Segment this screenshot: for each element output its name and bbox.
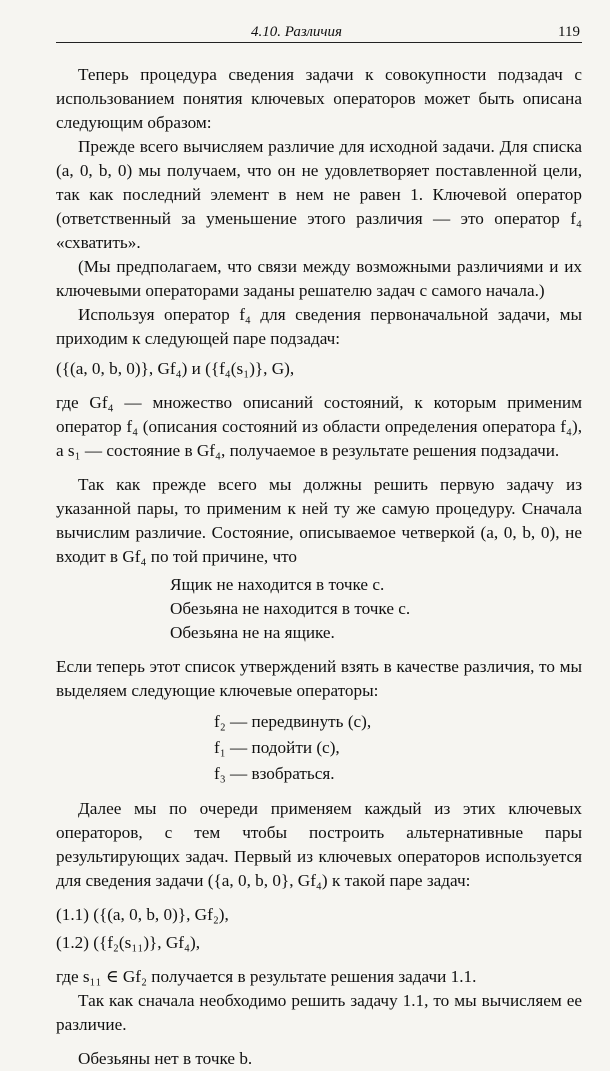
paragraph-5: где Gf₄ — множество описаний состояний, к которым применим оператор f₄ (описания состояний из области определения оператора f₄), а s₁ — состояние в Gf₄, получаемое в результате решения подзадачи. bbox=[56, 393, 582, 460]
running-header bbox=[56, 20, 582, 43]
list-item: Обезьяна не находится в точке c. bbox=[170, 599, 411, 618]
operator-item: f₃ — взобраться. bbox=[214, 764, 335, 783]
case-item: (1.1) ({(a, 0, b, 0)}, Gf₂), bbox=[56, 905, 229, 924]
operator-item: f₂ — передвинуть (c), bbox=[214, 712, 372, 731]
subproblem-cases bbox=[56, 901, 582, 957]
paragraph-11: Обезьяны нет в точке b. bbox=[78, 1049, 253, 1068]
formula-subproblem-pair: ({(a, 0, b, 0)}, Gf₄) и ({f₄(s₁)}, G), bbox=[56, 359, 295, 378]
paragraph-4: Используя оператор f₄ для сведения первоначальной задачи, мы приходим к следующей паре подзадач: bbox=[56, 305, 582, 348]
paragraph-7: Если теперь этот список утверждений взять в качестве различия, то мы выделяем следующие ключевые операторы: bbox=[56, 657, 582, 700]
section-title: 4.10. Различия bbox=[251, 24, 342, 40]
paragraph-1: Теперь процедура сведения задачи к совокупности подзадач с использованием понятия ключевых операторов может быть описана следующим образом: bbox=[56, 65, 582, 132]
paragraph-6: Так как прежде всего мы должны решить первую задачу из указанной пары, то применим к ней ту же самую процедуру. Сначала вычислим различие. Состояние, описываемое четверкой (a, 0, b, 0), не входит в Gf₄ по той причине, что bbox=[56, 475, 582, 566]
list-item: Ящик не находится в точке c. bbox=[170, 575, 385, 594]
operator-item: f₁ — подойти (c), bbox=[214, 738, 340, 757]
paragraph-9: где s₁₁ ∈ Gf₂ получается в результате решения задачи 1.1. bbox=[56, 967, 477, 986]
main-text bbox=[56, 63, 582, 1071]
paragraph-3: (Мы предполагаем, что связи между возможными различиями и их ключевыми операторами заданы решателю задач с самого начала.) bbox=[56, 257, 582, 300]
key-operators-list bbox=[56, 709, 582, 787]
page-number: 119 bbox=[558, 24, 580, 40]
list-item: Обезьяна не на ящике. bbox=[170, 623, 335, 642]
difference-list bbox=[56, 573, 582, 645]
paragraph-10: Так как сначала необходимо решить задачу 1.1, то мы вычисляем ее различие. bbox=[56, 991, 582, 1034]
paragraph-8: Далее мы по очереди применяем каждый из этих ключевых операторов, с тем чтобы построить альтернативные пары результирующих задач. Первый из ключевых операторов используется для сведения задачи ({a, 0, b, 0}, Gf₄) к такой паре задач: bbox=[56, 799, 582, 890]
paragraph-2: Прежде всего вычисляем различие для исходной задачи. Для списка (a, 0, b, 0) мы получаем, что он не удовлетворяет поставленной цели, так как последний элемент в нем не равен 1. Ключевой оператор (ответственный за уменьшение этого различия — это оператор f₄ «схватить». bbox=[56, 137, 582, 252]
case-item: (1.2) ({f₂(s₁₁)}, Gf₄), bbox=[56, 933, 201, 952]
